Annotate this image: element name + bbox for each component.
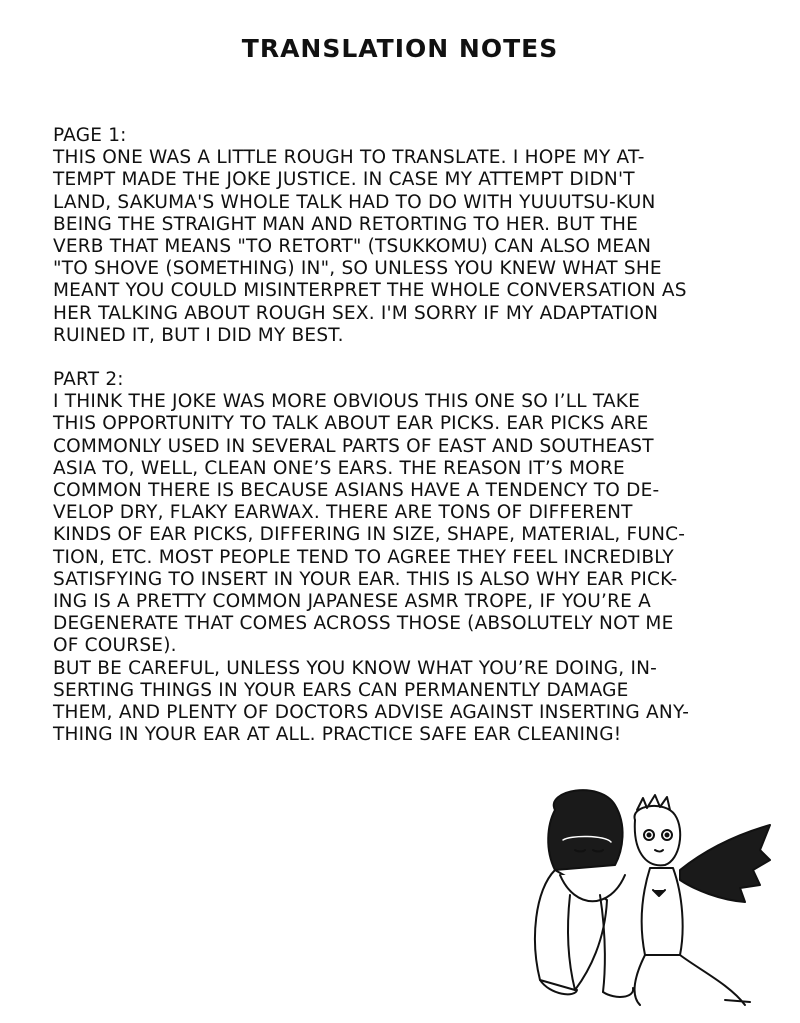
note-line: ING IS A PRETTY COMMON JAPANESE ASMR TROPE, IF YOU’RE A	[53, 591, 651, 613]
demon-girl-figure	[635, 795, 770, 1005]
note-line: "TO SHOVE (SOMETHING) IN", SO UNLESS YOU KNEW WHAT SHE	[53, 258, 662, 280]
note-line: SATISFYING TO INSERT IN YOUR EAR. THIS IS ALSO WHY EAR PICK-	[53, 568, 678, 590]
note-line: THIS ONE WAS A LITTLE ROUGH TO TRANSLATE. I HOPE MY AT-	[53, 147, 645, 169]
note-line: THING IN YOUR EAR AT ALL. PRACTICE SAFE EAR CLEANING!	[53, 724, 622, 746]
chibi-characters-illustration	[515, 780, 775, 1015]
translation-notes-body	[53, 125, 763, 768]
note-line: COMMONLY USED IN SEVERAL PARTS OF EAST AND SOUTHEAST	[53, 435, 654, 457]
note-line: VELOP DRY, FLAKY EARWAX. THERE ARE TONS OF DIFFERENT	[53, 502, 633, 524]
note-line: RUINED IT, BUT I DID MY BEST.	[53, 324, 344, 346]
note-line: THIS OPPORTUNITY TO TALK ABOUT EAR PICKS. EAR PICKS ARE	[53, 413, 649, 435]
note-line: LAND, SAKUMA'S WHOLE TALK HAD TO DO WITH YUUUTSU-KUN	[53, 191, 656, 213]
hooded-boy-figure	[535, 790, 633, 997]
note-line: VERB THAT MEANS "TO RETORT" (TSUKKOMU) CAN ALSO MEAN	[53, 236, 652, 258]
note-line: I THINK THE JOKE WAS MORE OBVIOUS THIS ONE SO I’LL TAKE	[53, 391, 641, 413]
note-line: THEM, AND PLENTY OF DOCTORS ADVISE AGAINST INSERTING ANY-	[53, 702, 690, 724]
section-part-2	[53, 369, 763, 746]
note-line: TION, ETC. MOST PEOPLE TEND TO AGREE THEY FEEL INCREDIBLY	[53, 546, 674, 568]
note-line: ASIA TO, WELL, CLEAN ONE’S EARS. THE REASON IT’S MORE	[53, 457, 625, 479]
note-line: COMMON THERE IS BECAUSE ASIANS HAVE A TENDENCY TO DE-	[53, 480, 660, 502]
section-heading: PAGE 1:	[53, 125, 127, 146]
note-line: HER TALKING ABOUT ROUGH SEX. I'M SORRY IF MY ADAPTATION	[53, 302, 659, 324]
note-line: DEGENERATE THAT COMES ACROSS THOSE (ABSOLUTELY NOT ME	[53, 613, 674, 635]
note-line: BEING THE STRAIGHT MAN AND RETORTING TO HER. BUT THE	[53, 213, 639, 235]
note-line: OF COURSE).	[53, 635, 177, 657]
note-line: BUT BE CAREFUL, UNLESS YOU KNOW WHAT YOU’RE DOING, IN-	[53, 657, 658, 679]
section-heading: PART 2:	[53, 369, 124, 391]
note-line: MEANT YOU COULD MISINTERPRET THE WHOLE CONVERSATION AS	[53, 280, 687, 302]
note-line: TEMPT MADE THE JOKE JUSTICE. IN CASE MY ATTEMPT DIDN'T	[53, 169, 635, 191]
note-line: SERTING THINGS IN YOUR EARS CAN PERMANENTLY DAMAGE	[53, 679, 629, 701]
page-title: TRANSLATION NOTES	[241, 34, 559, 63]
section-page-1	[53, 125, 763, 347]
note-line: KINDS OF EAR PICKS, DIFFERING IN SIZE, SHAPE, MATERIAL, FUNC-	[53, 524, 686, 546]
